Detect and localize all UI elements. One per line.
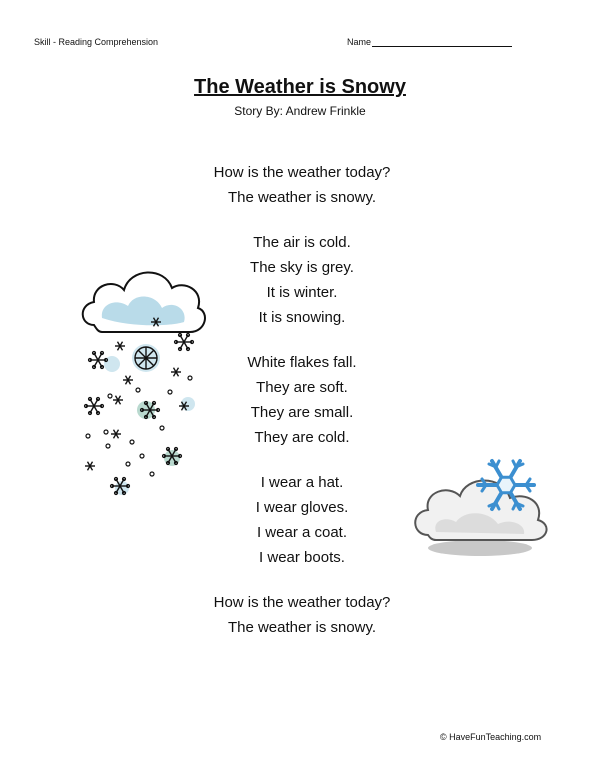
poem-line: I wear a hat. [260, 474, 344, 491]
name-underline [372, 37, 512, 47]
poem-line: I wear a coat. [256, 524, 348, 541]
byline: Story By: Andrew Frinkle [234, 104, 366, 118]
poem-line: I wear boots. [259, 549, 345, 566]
poem-line: The weather is snowy. [227, 619, 377, 636]
poem-line: How is the weather today? [213, 164, 391, 181]
stanza-1 [152, 160, 452, 210]
poem-line: The sky is grey. [250, 259, 354, 276]
poem-line: White flakes fall. [247, 354, 357, 371]
poem-line: How is the weather today? [213, 594, 391, 611]
skill-label: Skill - Reading Comprehension [34, 37, 159, 47]
name-label: Name [347, 37, 372, 47]
name-field[interactable] [347, 37, 512, 47]
poem-line: The weather is snowy. [227, 189, 377, 206]
poem-line: It is winter. [266, 284, 338, 301]
poem-line: I wear gloves. [255, 499, 349, 516]
poem-line: They are cold. [254, 429, 350, 446]
snow-cloud-with-snowflakes-icon [72, 260, 212, 505]
page-title: The Weather is Snowy [194, 76, 406, 98]
poem-line: It is snowing. [258, 309, 346, 326]
stanza-5 [152, 590, 452, 640]
cloud-with-snowflake-icon [408, 440, 558, 565]
copyright: © HaveFunTeaching.com [440, 732, 542, 742]
poem-line: The air is cold. [253, 234, 351, 251]
poem-line: They are small. [250, 404, 354, 421]
poem-line: They are soft. [256, 379, 348, 396]
